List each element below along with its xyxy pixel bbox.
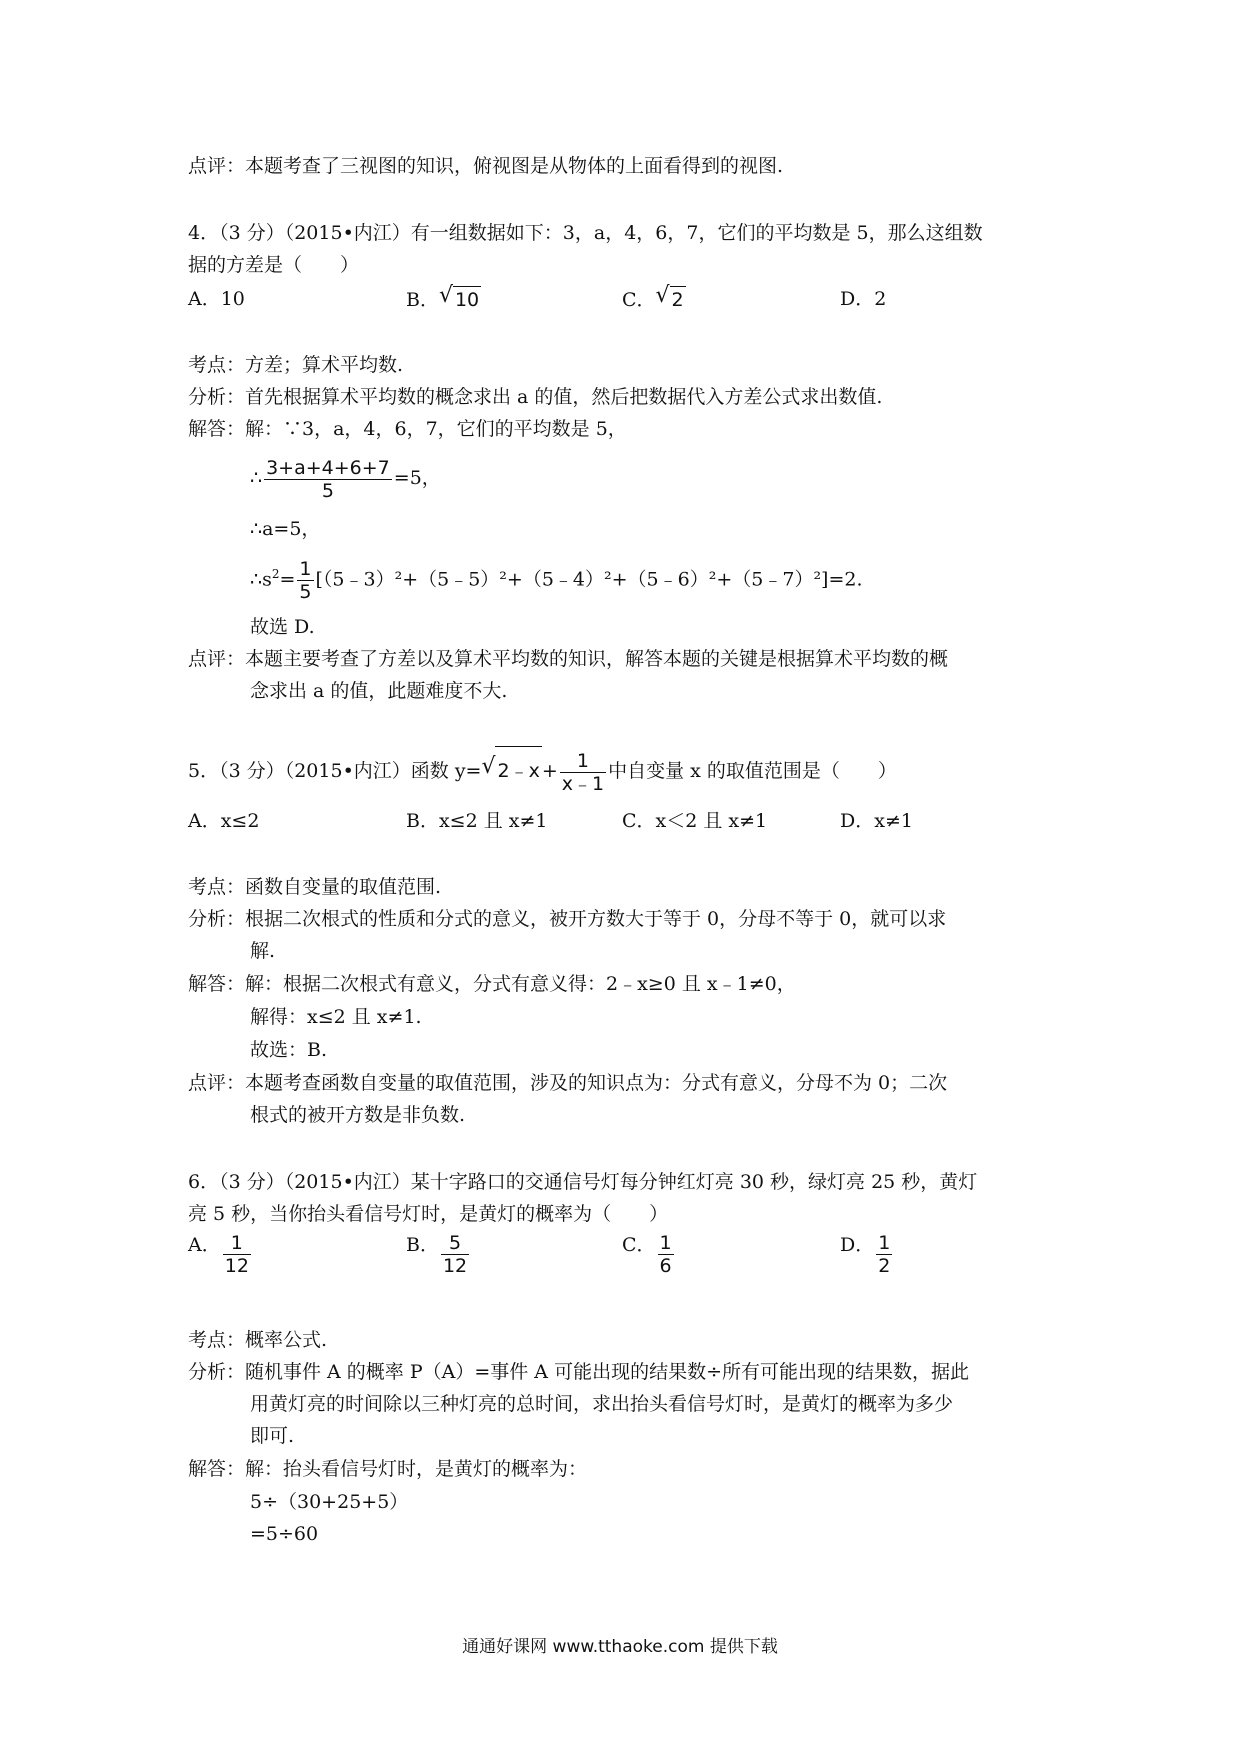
q5-stem-sqrt: √ 2﹣x <box>481 746 541 795</box>
q6-option-c-numerator: 1 <box>659 1232 672 1254</box>
q4-guxuan: 故选 D. <box>250 616 315 638</box>
q4-step3-prefix: ∴s <box>250 568 272 591</box>
q5-stem <box>188 746 897 795</box>
q4-step3-suffix: [（5﹣3）²+（5﹣5）²+（5﹣4）²+（5﹣6）²+（5﹣7）²]=2. <box>315 568 863 591</box>
q6-fenxi-line2: 用黄灯亮的时间除以三种灯亮的总时间，求出抬头看信号灯时，是黄灯的概率为多少 <box>250 1393 954 1415</box>
q4-dianping-line2: 念求出 a 的值，此题难度不大. <box>250 680 508 702</box>
q4-stem-line1: 4．（3 分）（2015•内江）有一组数据如下：3，a，4，6，7，它们的平均数是 5，那么这组数 <box>188 222 983 244</box>
q5-fenxi-line2: 解. <box>250 940 276 962</box>
q5-stem-suffix: 中自变量 x 的取值范围是（ ） <box>608 760 897 782</box>
q6-option-c-label: C． <box>622 1234 656 1256</box>
q6-stem-line1: 6．（3 分）（2015•内江）某十字路口的交通信号灯每分钟红灯亮 30 秒，绿灯亮 25 秒，黄灯 <box>188 1171 978 1193</box>
q4-step3-fraction <box>297 558 313 603</box>
q4-fenxi: 分析：首先根据算术平均数的概念求出 a 的值，然后把数据代入方差公式求出数值. <box>188 386 883 408</box>
q4-step2: ∴a=5， <box>250 518 321 540</box>
q5-guxuan: 故选：B. <box>250 1039 328 1061</box>
q5-fenxi-line1: 分析：根据二次根式的性质和分式的意义，被开方数大于等于 0，分母不等于 0，就可以求 <box>188 908 947 930</box>
q6-fenxi-line3: 即可. <box>250 1425 295 1447</box>
q4-step1-denominator: 5 <box>321 479 334 502</box>
q6-option-b-denominator: 12 <box>442 1255 468 1277</box>
q4-step1-numerator: 3+a+4+6+7 <box>266 456 390 479</box>
q4-dianping-line1: 点评：本题主要考查了方差以及算术平均数的知识，解答本题的关键是根据算术平均数的概 <box>188 648 949 670</box>
q4-option-c-label: C． <box>622 289 656 311</box>
q3-comment: 点评：本题考查了三视图的知识，俯视图是从物体的上面看得到的视图. <box>188 155 784 177</box>
q5-stem-radicand: 2﹣x <box>495 746 541 795</box>
page-footer: 通通好课网 www.tthaoke.com 提供下载 <box>462 1637 778 1657</box>
q4-step3-denominator: 5 <box>299 580 312 603</box>
q5-stem-denominator: x﹣1 <box>561 772 605 795</box>
q6-option-d-numerator: 1 <box>878 1232 891 1254</box>
q6-option-b-label: B． <box>406 1234 439 1256</box>
q6-option-b-numerator: 5 <box>441 1232 469 1255</box>
q5-stem-plus: + <box>541 760 558 782</box>
q4-option-d: D．2 <box>840 288 887 310</box>
q4-step3-numerator: 1 <box>299 557 312 580</box>
q5-option-c: C．x＜2 且 x≠1 <box>622 810 768 832</box>
q6-option-c-fraction <box>658 1232 674 1277</box>
q6-option-c-denominator: 6 <box>659 1255 672 1277</box>
q4-option-c <box>622 283 686 313</box>
q6-calc2: =5÷60 <box>250 1523 319 1545</box>
q5-stem-fraction <box>560 750 606 795</box>
q4-option-c-radicand: 2 <box>670 286 686 313</box>
q6-jieda: 解答：解：抬头看信号灯时，是黄灯的概率为： <box>188 1458 588 1480</box>
q4-step1-suffix: =5， <box>393 467 441 489</box>
q4-step3-sup: 2 <box>271 567 280 581</box>
q6-option-a-denominator: 12 <box>224 1255 249 1277</box>
q4-option-b-sqrt: √ 10 <box>438 283 480 311</box>
q5-jiede: 解得：x≤2 且 x≠1. <box>250 1006 422 1028</box>
q4-option-c-sqrt: √ 2 <box>655 283 684 311</box>
q6-option-c <box>622 1232 676 1277</box>
q5-dianping-line2: 根式的被开方数是非负数. <box>250 1104 466 1126</box>
q6-option-d <box>840 1232 894 1277</box>
q6-option-d-label: D． <box>840 1234 875 1256</box>
q6-calc1: 5÷（30+25+5） <box>250 1491 409 1513</box>
q4-option-b-label: B． <box>406 289 439 311</box>
q4-step3-eq: = <box>279 568 296 591</box>
q4-jieda: 解答：解：∵3，a，4，6，7，它们的平均数是 5， <box>188 418 627 440</box>
q6-option-b <box>406 1232 471 1277</box>
q5-option-b: B．x≤2 且 x≠1 <box>406 810 548 832</box>
q6-option-a <box>188 1232 253 1277</box>
q5-option-a: A．x≤2 <box>188 810 260 832</box>
q4-kaodian: 考点：方差；算术平均数. <box>188 354 404 376</box>
q5-stem-numerator: 1 <box>560 750 606 773</box>
q6-option-a-label: A． <box>188 1234 221 1256</box>
q4-option-b-radicand: 10 <box>453 286 481 313</box>
q5-stem-prefix: 5．（3 分）（2015•内江）函数 y= <box>188 760 482 782</box>
q5-dianping-line1: 点评：本题考查函数自变量的取值范围，涉及的知识点为：分式有意义，分母不为 0；二次 <box>188 1072 948 1094</box>
q6-kaodian: 考点：概率公式. <box>188 1329 328 1351</box>
q4-option-a: A．10 <box>188 288 245 310</box>
q4-step1-prefix: ∴ <box>250 467 263 489</box>
q6-fenxi-line1: 分析：随机事件 A 的概率 P（A）=事件 A 可能出现的结果数÷所有可能出现的结果数，据此 <box>188 1361 969 1383</box>
q6-option-a-numerator: 1 <box>223 1232 251 1255</box>
q6-option-d-denominator: 2 <box>878 1255 891 1277</box>
q6-option-d-fraction <box>876 1232 892 1277</box>
q5-jieda: 解答：解：根据二次根式有意义，分式有意义得：2﹣x≥0 且 x﹣1≠0， <box>188 973 796 995</box>
q6-option-b-fraction <box>441 1232 469 1277</box>
q4-stem-line2: 据的方差是（ ） <box>188 254 360 276</box>
q5-option-d: D．x≠1 <box>840 810 913 832</box>
q4-step1-fraction <box>264 457 392 502</box>
q4-option-b <box>406 283 481 313</box>
q5-kaodian: 考点：函数自变量的取值范围. <box>188 876 442 898</box>
q4-step3 <box>250 550 863 603</box>
q4-step1 <box>250 454 441 502</box>
q6-option-a-fraction <box>223 1232 251 1277</box>
q6-stem-line2: 亮 5 秒，当你抬头看信号灯时，是黄灯的概率为（ ） <box>188 1203 669 1225</box>
